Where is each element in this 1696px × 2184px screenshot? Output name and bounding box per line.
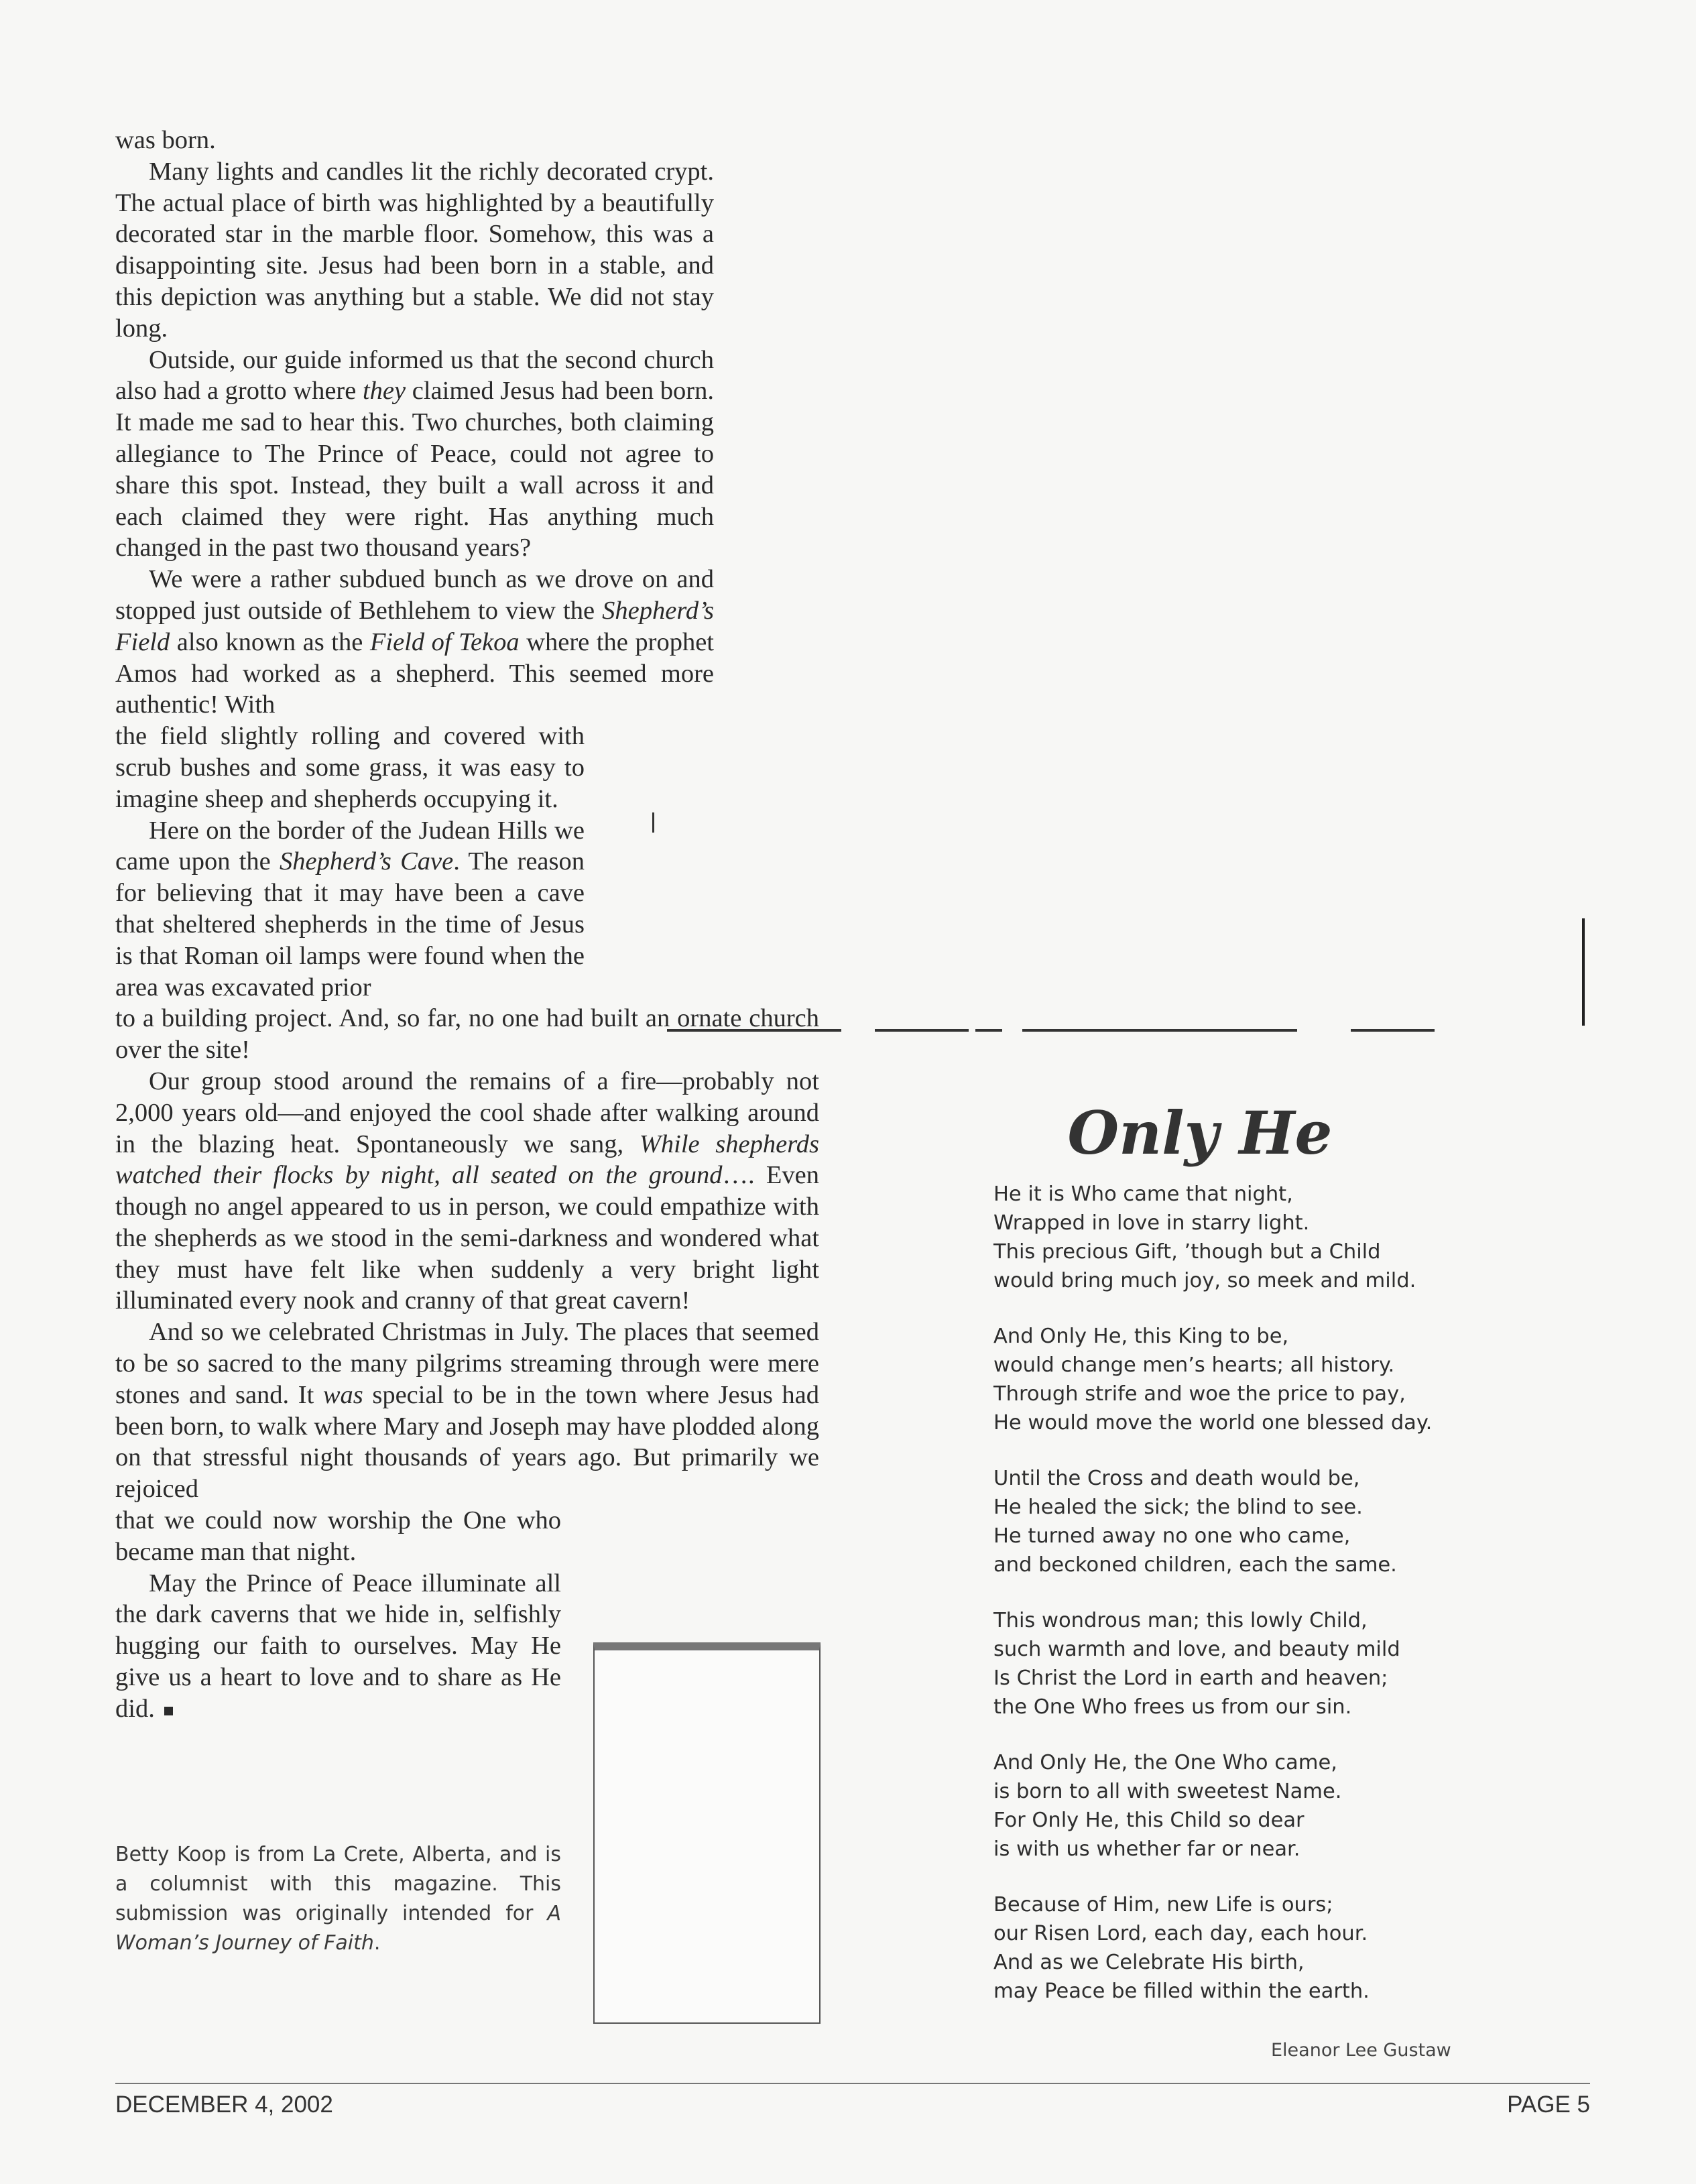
photo-placeholder-small	[593, 1642, 821, 2024]
poem-line: Is Christ the Lord in earth and heaven;	[993, 1666, 1388, 1690]
poem-line: is born to all with sweetest Name.	[993, 1780, 1342, 1803]
poem-stanza	[993, 1606, 1563, 1721]
article-paragraph: Our group stood around the remains of a fire—probably not 2,000 years old—and enjoyed the cool shade after walking around in the blazing heat. Spontaneously we sang, While shepherds watched their flocks by night, all seated on the ground…. Even though no angel appeared to us in person, we could empathize with the shepherds as we stood in the semi-darkness and wondered what they must have felt like when suddenly a very bright light illuminated every nook and cranny of that great cavern!	[115, 1067, 819, 1315]
photo-border-right	[1582, 918, 1585, 1026]
article-paragraph: to a building project. And, so far, no one had built an ornate church over the site!	[115, 1004, 819, 1065]
poem-line: He healed the sick; the blind to see.	[993, 1496, 1363, 1519]
article-paragraph: Many lights and candles lit the richly decorated crypt. The actual place of birth was highlighted by a beautifully decorated star in the marble floor. Somehow, this was a disappointing site. Jesus had been born in a stable, and this depiction was anything but a stable. We did not stay long.	[115, 157, 714, 343]
poem-stanza	[993, 1464, 1563, 1579]
poem-line: our Risen Lord, each day, each hour.	[993, 1922, 1368, 1945]
end-mark-icon	[164, 1707, 173, 1715]
article-paragraph: And so we celebrated Christmas in July. The places that seemed to be so sacred to the many pilgrims streaming through were mere stones and sand. It was special to be in the town where Jesus had been born, to walk where Mary and Joseph may have plodded along on that stressful night thousands of years ago. But primarily we rejoiced	[115, 1318, 819, 1504]
poem-line: And Only He, this King to be,	[993, 1325, 1289, 1348]
poem-line: is with us whether far or near.	[993, 1837, 1300, 1861]
poem-line: He turned away no one who came,	[993, 1524, 1351, 1548]
poem-line: Until the Cross and death would be,	[993, 1467, 1360, 1490]
poem-line: He it is Who came that night,	[993, 1182, 1293, 1206]
issue-date: DECEMBER 4, 2002	[115, 2091, 333, 2118]
photo-border-bottom	[1351, 1029, 1435, 1032]
footer-divider	[115, 2083, 1590, 2084]
poem-body	[993, 1180, 1563, 2033]
poem-stanza	[993, 1890, 1563, 2006]
poem-stanza	[993, 1180, 1563, 1295]
author-bio: Betty Koop is from La Crete, Alberta, and is a columnist with this magazine. This submission was originally intended for A Woman’s Journey of Faith.	[115, 1843, 561, 1955]
poem-title: Only He	[1067, 1098, 1333, 1168]
article-paragraph: Here on the border of the Judean Hills we came upon the Shepherd’s Cave. The reason for believing that it may have been a cave that sheltered shepherds in the time of Jesus is that Roman oil lamps were found when the area was excavated prior	[115, 816, 585, 1002]
article-paragraph: May the Prince of Peace illuminate all the dark caverns that we hide in, selfishly hugging our faith to ourselves. May He give us a heart to love and to share as He did.	[115, 1569, 561, 1723]
poem-stanza	[993, 1748, 1563, 1864]
photo-border-bottom	[875, 1029, 969, 1032]
poem-line: and beckoned children, each the same.	[993, 1553, 1397, 1577]
poem-line: Because of Him, new Life is ours;	[993, 1893, 1333, 1917]
poem-line: may Peace be filled within the earth.	[993, 1980, 1370, 2003]
poem-line: This precious Gift, ’though but a Child	[993, 1240, 1381, 1264]
poem-line: Through strife and woe the price to pay,	[993, 1382, 1406, 1406]
photo-border-bottom	[1022, 1029, 1297, 1032]
page-number: PAGE 5	[1507, 2091, 1590, 2118]
poem-line: such warmth and love, and beauty mild	[993, 1638, 1400, 1661]
poem-line: Wrapped in love in starry light.	[993, 1211, 1310, 1235]
poem-line: This wondrous man; this lowly Child,	[993, 1609, 1368, 1632]
poem-line: For Only He, this Child so dear	[993, 1809, 1305, 1832]
article-paragraph: We were a rather subdued bunch as we drove on and stopped just outside of Bethlehem to view the Shepherd’s Field also known as the Field of Tekoa where the prophet Amos had worked as a shepherd. This seemed more authentic! With	[115, 565, 714, 719]
poem-line: And Only He, the One Who came,	[993, 1751, 1337, 1774]
article-paragraph: the field slightly rolling and covered with scrub bushes and some grass, it was easy to imagine sheep and shepherds occupying it.	[115, 722, 585, 813]
article-paragraph: Outside, our guide informed us that the second church also had a grotto where they claimed Jesus had been born. It made me sad to hear this. Two churches, both claiming allegiance to The Prince of Peace, could not agree to share this spot. Instead, they built a wall across it and each claimed they were right. Has anything much changed in the past two thousand years?	[115, 345, 714, 562]
poem-line: the One Who frees us from our sin.	[993, 1695, 1352, 1719]
article-paragraph: that we could now worship the One who became man that night.	[115, 1506, 561, 1566]
poem-author: Eleanor Lee Gustaw	[1271, 2040, 1451, 2061]
poem-line: He would move the world one blessed day.	[993, 1411, 1433, 1435]
poem-line: would change men’s hearts; all history.	[993, 1353, 1395, 1377]
poem-line: would bring much joy, so meek and mild.	[993, 1269, 1416, 1292]
photo-border-bottom	[975, 1029, 1002, 1032]
article-paragraph: was born.	[115, 126, 216, 154]
article-body	[115, 125, 819, 1725]
poem-stanza	[993, 1322, 1563, 1437]
poem-line: And as we Celebrate His birth,	[993, 1951, 1305, 1974]
